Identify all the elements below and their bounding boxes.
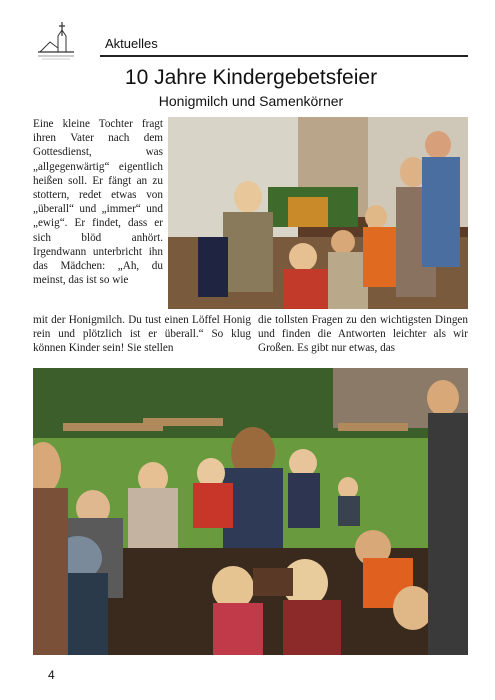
church-logo (36, 20, 76, 62)
photo-children-indoors (168, 117, 468, 309)
photo-children-outdoors (33, 368, 468, 655)
page-number: 4 (48, 668, 55, 682)
article-title: 10 Jahre Kindergebetsfeier (124, 66, 378, 89)
body-column-right: die tollsten Fragen zu den wichtigsten Dingen und finden die Antworten leichter als wir Großen. Es gibt nur etwas, das (258, 314, 468, 355)
article-subtitle: Honigmilch und Samenkörner (158, 93, 344, 109)
section-label: Aktuelles (105, 36, 158, 51)
header-rule (100, 55, 468, 57)
body-column-left: mit der Honigmilch. Du tust einen Löffel Honig rein und plötzlich ist er überall.“ So klug können Kinder sein! Sie stellen (33, 314, 251, 355)
intro-paragraph: Eine kleine Tochter fragt ihren Vater nach dem Gottesdienst, was „allgegenwärtig“ eigentlich heißen soll. Er fängt an zu stottern, redet etwas von „überall“ und „immer“ und „ewig“. Er findet, dass er sich blöd anhört. Irgendwann unterbricht ihn das Mädchen: „Ah, du meinst, das ist so wie (33, 118, 163, 287)
